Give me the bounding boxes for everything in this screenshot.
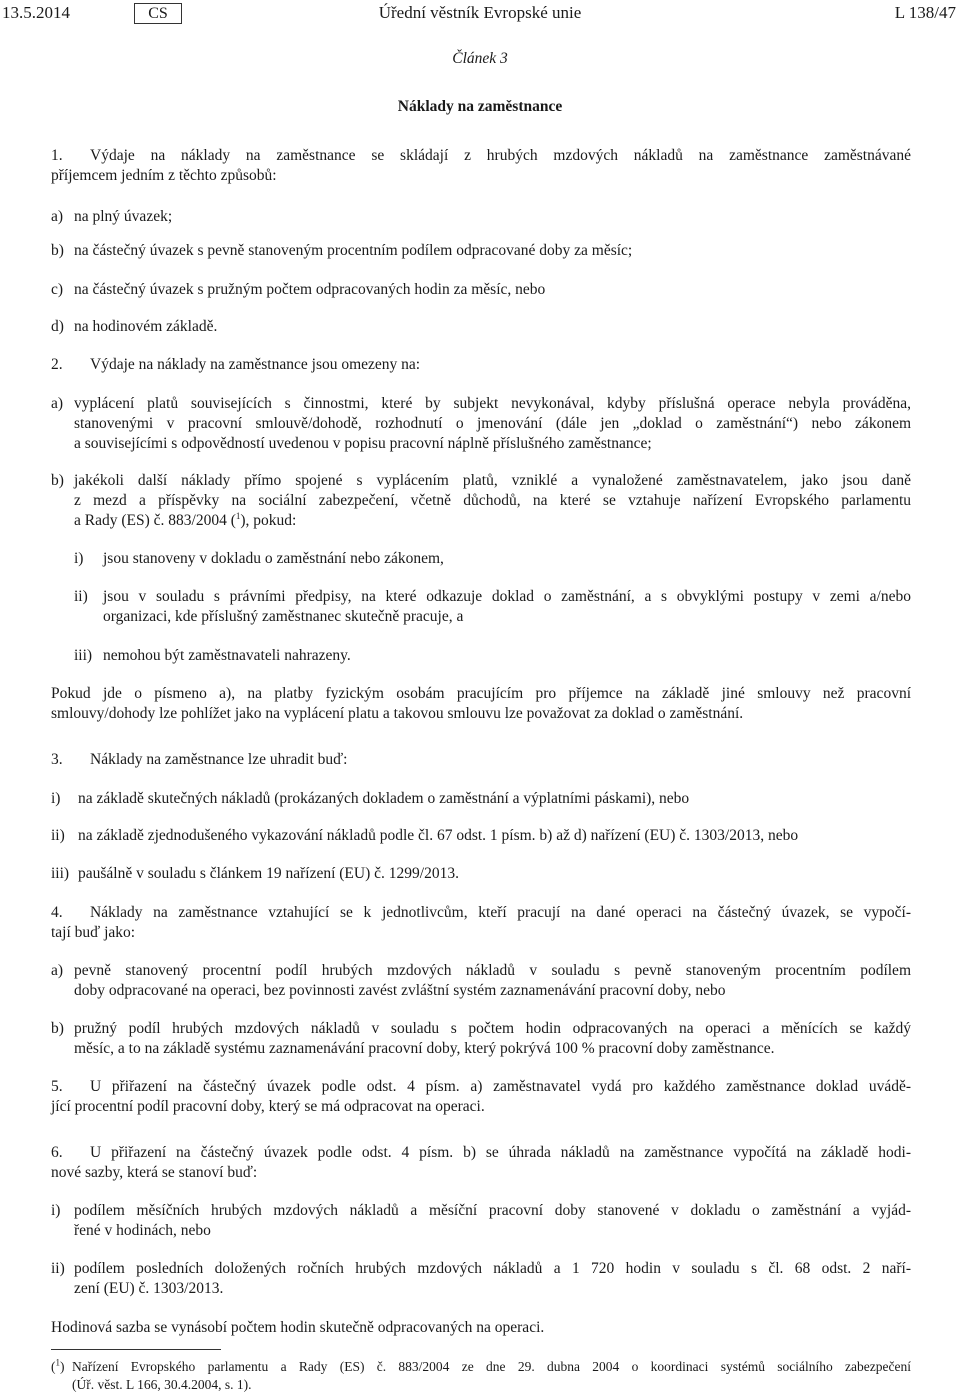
p4-item-line: doby odpracované na operaci, bez povinnosti zavést zvláštní systém zaznamenávání pracovní doby, nebo — [74, 982, 726, 999]
p2-closing-line: Pokud jde o písmeno a), na platby fyzickým osobám pracujícím pro příjemce na základě jiné smlouvy než pracovní — [51, 685, 911, 702]
header-date: 13.5.2014 — [2, 3, 70, 22]
p6-item-line: podílem měsíčních hrubých mzdových nákladů a měsíční pracovní doby stanovené v dokladu o zaměstnání a vyjád- — [74, 1202, 911, 1219]
p2-a-label: a) — [51, 395, 64, 412]
p5-number: 5. — [51, 1078, 63, 1095]
p6-item-line: podílem posledních doložených ročních hrubých mzdových nákladů a 1 720 hodin v souladu s čl. 68 odst. 2 naří- — [74, 1260, 911, 1277]
p2-number: 2. — [51, 356, 63, 373]
p1-item-text: na částečný úvazek s pevně stanoveným procentním podílem odpracované doby za měsíc; — [74, 242, 633, 259]
journal-title: Úřední věstník Evropské unie — [378, 3, 582, 22]
p1-item-text: na hodinovém základě. — [74, 318, 218, 335]
p6-closing: Hodinová sazba se vynásobí počtem hodin skutečně odpracovaných na operaci. — [51, 1319, 545, 1336]
p5-line2: jící procentní podíl pracovní doby, který se má odpracovat na operaci. — [51, 1098, 485, 1115]
p2-sub-line: organizaci, kde příslušný zaměstnanec skutečně pracuje, a — [103, 608, 464, 625]
p3-item-text: na základě skutečných nákladů (prokázaných dokladem o zaměstnání a výplatními páskami), nebo — [78, 790, 690, 807]
footnote-line: (Úř. věst. L 166, 30.4.2004, s. 1). — [72, 1377, 252, 1392]
p1-item-text: na plný úvazek; — [74, 208, 173, 225]
p4-line1: Náklady na zaměstnance vztahující se k jednotlivcům, kteří pracují na dané operaci na částečný úvazek, se vypočí- — [90, 904, 911, 921]
p6-line2: nové sazby, která se stanoví buď: — [51, 1164, 258, 1181]
footnote-marker: ($^1$) — [51, 1357, 65, 1374]
footnote-line: Nařízení Evropského parlamentu a Rady (ES) č. 883/2004 ze dne 29. dubna 2004 o koordinaci systémů sociálního zabezpečení — [72, 1359, 911, 1374]
p4-item-line: měsíc, a to na základě systému zaznamenávání pracovní doby, který pokrývá 100 % pracovní doby zaměstnance. — [74, 1040, 775, 1057]
p2-a-line: vyplácení platů souvisejících s činnostmi, které by subjekt nevykonával, kdyby příslušná operace nebyla prováděna, — [74, 395, 911, 412]
p4-number: 4. — [51, 904, 63, 921]
p4-item-label: b) — [51, 1020, 64, 1037]
p3-item-label: ii) — [51, 827, 65, 844]
footnote-separator — [51, 1349, 221, 1350]
p4-item-line: pevně stanovený procentní podíl hrubých mzdových nákladů v souladu s pevně stanoveným procentním podílem — [74, 962, 911, 979]
p6-line1: U přiřazení na částečný úvazek podle odst. 4 písm. b) se úhrada nákladů na zaměstnance vypočítá na základě hodi- — [90, 1144, 911, 1161]
p2-b-label: b) — [51, 472, 64, 489]
p1-item-label: b) — [51, 242, 64, 259]
article-number: Článek 3 — [452, 50, 508, 67]
p2-a-line: a souvisejícími s odpovědností uvedenou v popisu pracovní náplně příslušného zaměstnance; — [74, 435, 652, 452]
p6-item-line: řené v hodinách, nebo — [74, 1222, 211, 1239]
p3-item-label: iii) — [51, 865, 70, 882]
p2-b-line: z mezd a příspěvky na sociální zabezpečení, včetně důchodů, na které se vztahuje nařízení Evropského parlamentu — [74, 492, 911, 509]
p2-sub-label: ii) — [74, 588, 88, 605]
p2-b-line: jakékoli další náklady přímo spojené s vyplácením platů, vzniklé a vynaložené zaměstnavatelem, jako jsou daně — [74, 472, 911, 489]
article-title: Náklady na zaměstnance — [397, 98, 563, 115]
p1-item-label: a) — [51, 208, 64, 225]
p2-a-line: stanovenými v pracovní smlouvě/dohodě, rozhodnutí o jmenování (dále jen „doklad o zaměstnání“) nebo zákonem — [74, 415, 911, 432]
p2-intro: Výdaje na náklady na zaměstnance jsou omezeny na: — [90, 356, 421, 373]
p4-line2: tají buď jako: — [51, 924, 136, 941]
footnote-ref[interactable]: 1 — [235, 510, 241, 521]
p5-line1: U přiřazení na částečný úvazek podle odst. 4 písm. a) zaměstnavatel vydá pro každého zaměstnance doklad uvádě- — [90, 1078, 911, 1095]
p1-line2: příjemcem jedním z těchto způsobů: — [51, 167, 277, 184]
p2-sub-line: jsou stanoveny v dokladu o zaměstnání nebo zákonem, — [103, 550, 444, 567]
p3-intro: Náklady na zaměstnance lze uhradit buď: — [90, 751, 348, 768]
p2-sub-line: nemohou být zaměstnavateli nahrazeny. — [103, 647, 351, 664]
p3-item-text: paušálně v souladu s článkem 19 nařízení (EU) č. 1299/2013. — [78, 865, 459, 882]
p1-line1: Výdaje na náklady na zaměstnance se skládají z hrubých mzdových nákladů na zaměstnance zaměstnávané — [90, 147, 911, 164]
p1-number: 1. — [51, 147, 63, 164]
p2-b-line-last: a Rady (ES) č. 883/2004 ($^1$), pokud: — [74, 510, 297, 529]
p2-sub-line: jsou v souladu s právními předpisy, na které odkazuje doklad o zaměstnání, a s obvyklými postupy v zemi a/nebo — [103, 588, 911, 605]
p1-item-label: c) — [51, 281, 64, 298]
p1-item-label: d) — [51, 318, 64, 335]
p6-item-line: zení (EU) č. 1303/2013. — [74, 1280, 224, 1297]
p6-number: 6. — [51, 1144, 63, 1161]
p3-number: 3. — [51, 751, 63, 768]
page-reference: L 138/47 — [894, 3, 956, 22]
p2-sub-label: i) — [74, 550, 84, 567]
p4-item-line: pružný podíl hrubých mzdových nákladů v souladu s počtem hodin odpracovaných na operaci a měnících se každý — [74, 1020, 911, 1037]
p1-item-text: na částečný úvazek s pružným počtem odpracovaných hodin za měsíc, nebo — [74, 281, 546, 298]
p6-item-label: ii) — [51, 1260, 65, 1277]
p2-closing-line: smlouvy/dohody lze pohlížet jako na vyplácení platu a takovou smlouvu lze považovat za doklad o zaměstnání. — [51, 705, 744, 722]
p3-item-label: i) — [51, 790, 61, 807]
p6-item-label: i) — [51, 1202, 61, 1219]
p4-item-label: a) — [51, 962, 64, 979]
p3-item-text: na základě zjednodušeného vykazování nákladů podle čl. 67 odst. 1 písm. b) až d) nařízení (EU) č. 1303/2013, nebo — [78, 827, 799, 844]
language-badge: CS — [134, 3, 182, 24]
p2-sub-label: iii) — [74, 647, 93, 664]
